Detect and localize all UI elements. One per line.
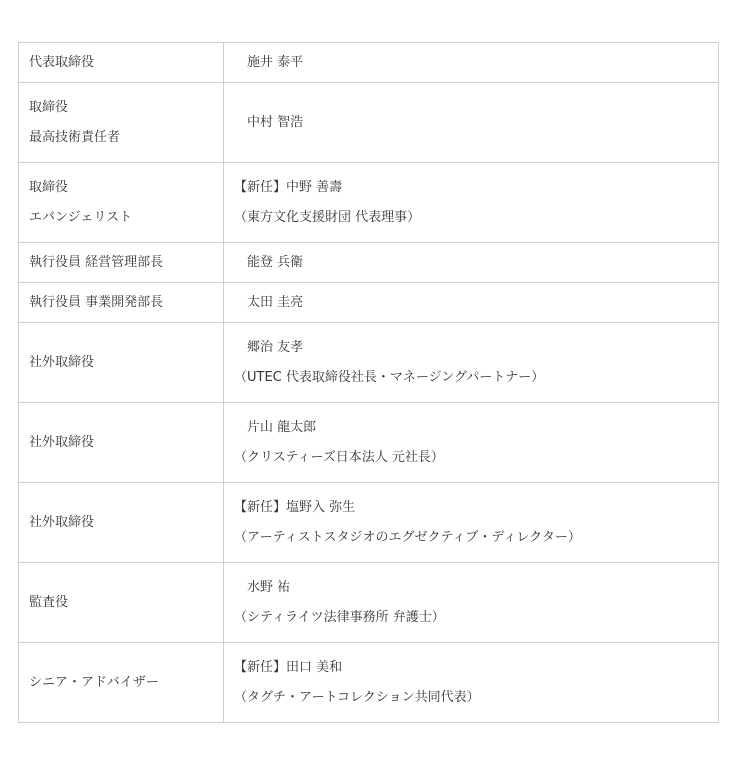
role-cell	[19, 243, 224, 283]
role-line: 取締役	[29, 99, 69, 115]
role-line: 最高技術責任者	[29, 129, 121, 145]
officer-name: 太田 圭亮	[234, 294, 304, 310]
officer-name: 【新任】田口 美和	[234, 659, 343, 675]
role-line: 代表取締役	[29, 54, 95, 70]
role-line: 社外取締役	[29, 434, 95, 450]
table-row	[19, 83, 719, 163]
officer-cell	[224, 43, 719, 83]
officer-cell	[224, 163, 719, 243]
role-cell	[19, 483, 224, 563]
role-line: エバンジェリスト	[29, 209, 133, 225]
officer-cell	[224, 283, 719, 323]
role-line: 取締役	[29, 179, 69, 195]
table-row	[19, 563, 719, 643]
officer-name: 中村 智浩	[234, 114, 304, 130]
role-cell	[19, 323, 224, 403]
role-cell	[19, 283, 224, 323]
role-line: 社外取締役	[29, 514, 95, 530]
officer-affiliation: （クリスティーズ日本法人 元社長）	[234, 449, 444, 465]
table-row	[19, 243, 719, 283]
officer-name: 【新任】中野 善壽	[234, 179, 343, 195]
officer-affiliation: （UTEC 代表取締役社長・マネージングパートナー）	[234, 369, 545, 385]
table-row	[19, 163, 719, 243]
officer-cell	[224, 323, 719, 403]
officer-cell	[224, 83, 719, 163]
table-row	[19, 643, 719, 723]
officer-name: 郷治 友孝	[234, 339, 304, 355]
role-line: 執行役員 経営管理部長	[29, 254, 164, 270]
table-row	[19, 283, 719, 323]
officer-affiliation: （東方文化支援財団 代表理事）	[234, 209, 421, 225]
role-cell	[19, 163, 224, 243]
role-cell	[19, 43, 224, 83]
role-cell	[19, 403, 224, 483]
officer-cell	[224, 563, 719, 643]
role-line: 社外取締役	[29, 354, 95, 370]
officer-affiliation: （アーティストスタジオのエグゼクティブ・ディレクター）	[234, 529, 581, 545]
officer-cell	[224, 483, 719, 563]
role-cell	[19, 563, 224, 643]
role-line: 執行役員 事業開発部長	[29, 294, 164, 310]
officer-name: 片山 龍太郎	[234, 419, 317, 435]
table-row	[19, 403, 719, 483]
role-cell	[19, 643, 224, 723]
table-row	[19, 43, 719, 83]
officer-name: 施井 泰平	[234, 54, 304, 70]
role-line: 監査役	[29, 594, 69, 610]
officer-name: 能登 兵衛	[234, 254, 304, 270]
table-row	[19, 483, 719, 563]
officer-cell	[224, 243, 719, 283]
officer-name: 【新任】塩野入 弥生	[234, 499, 356, 515]
officer-cell	[224, 643, 719, 723]
officer-cell	[224, 403, 719, 483]
officer-affiliation: （タグチ・アートコレクション共同代表）	[234, 689, 480, 705]
table-row	[19, 323, 719, 403]
officer-affiliation: （シティライツ法律事務所 弁護士）	[234, 609, 445, 625]
officer-table	[18, 42, 719, 723]
role-line: シニア・アドバイザー	[29, 674, 159, 690]
role-cell	[19, 83, 224, 163]
officer-name: 水野 祐	[234, 579, 291, 595]
